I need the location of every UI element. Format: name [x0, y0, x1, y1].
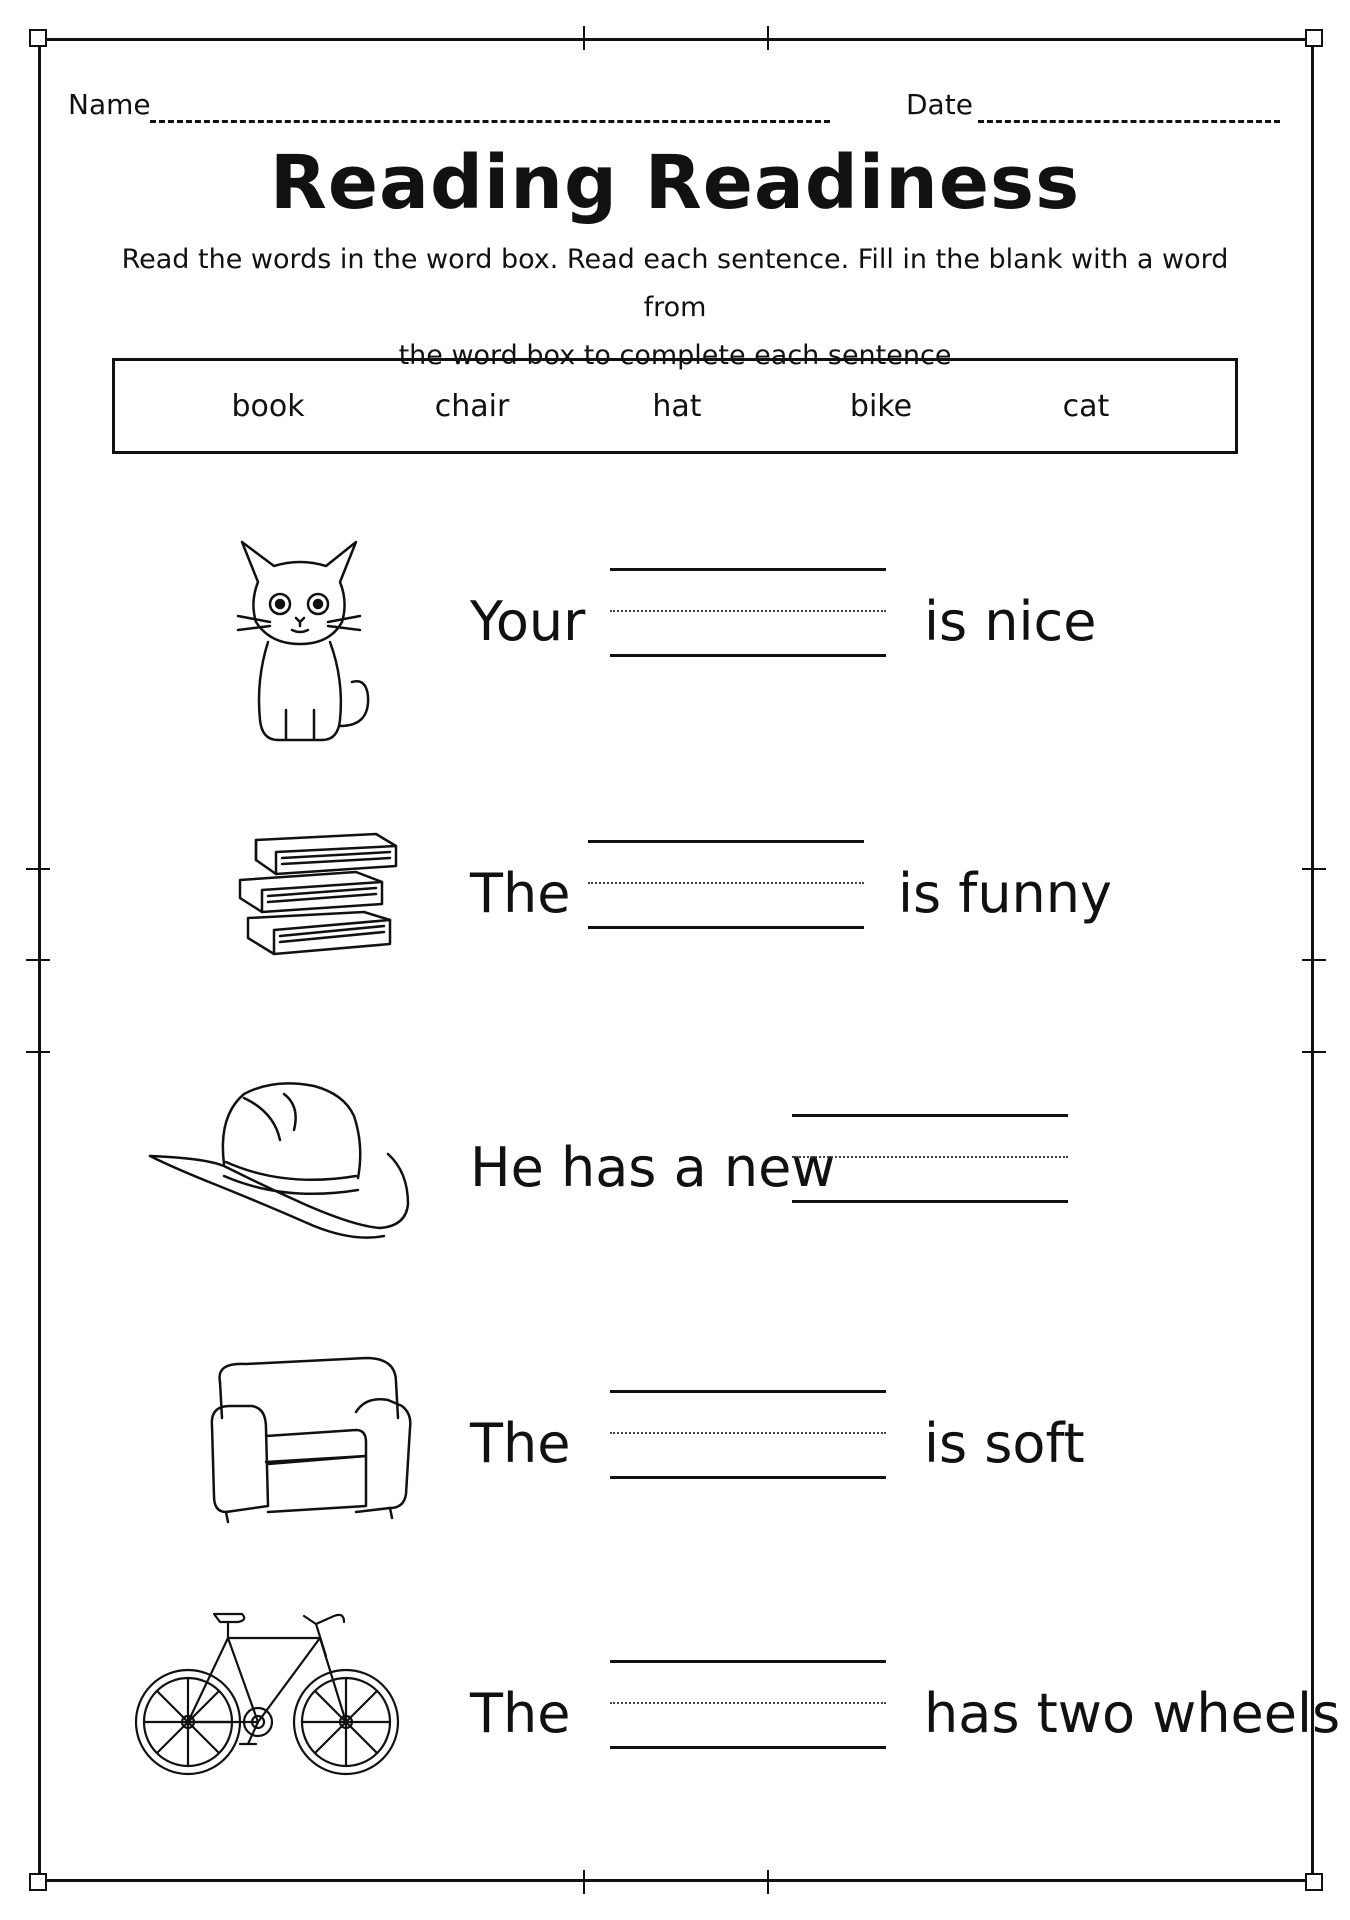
hat-icon — [144, 1076, 414, 1246]
border-tick — [583, 26, 585, 50]
date-label: Date — [906, 88, 973, 121]
exercise-row — [0, 1070, 1350, 1290]
word-box-item: bike — [849, 389, 913, 424]
sentence-suffix: is funny — [898, 862, 1112, 925]
border-tick — [767, 26, 769, 50]
sentence-prefix: He has a new — [470, 1136, 836, 1199]
exercise-row — [0, 520, 1350, 740]
instructions-line-1: Read the words in the word box. Read each sentence. Fill in the blank with a word from — [121, 244, 1229, 323]
sentence-prefix: Your — [470, 590, 586, 653]
date-field[interactable] — [978, 120, 1280, 123]
border-tick — [583, 1870, 585, 1894]
word-box-item: book — [231, 389, 305, 424]
answer-blank[interactable] — [610, 1390, 886, 1480]
exercise-row — [0, 1620, 1350, 1840]
sentence-suffix: is nice — [924, 590, 1097, 653]
border-tick — [767, 1870, 769, 1894]
bicycle-icon — [130, 1594, 404, 1784]
page-title: Reading Readiness — [269, 140, 1081, 226]
name-field[interactable] — [150, 120, 830, 123]
word-box-item: hat — [652, 389, 702, 424]
word-box — [112, 358, 1238, 454]
name-label: Name — [68, 88, 151, 121]
answer-blank[interactable] — [588, 840, 864, 930]
corner-mark-top-left — [29, 29, 47, 47]
sentence-suffix: is soft — [924, 1412, 1085, 1475]
answer-blank[interactable] — [610, 568, 886, 658]
answer-blank[interactable] — [792, 1114, 1068, 1204]
corner-mark-bottom-left — [29, 1873, 47, 1891]
sentence-prefix: The — [470, 862, 571, 925]
cat-icon — [220, 530, 380, 750]
header-row — [68, 88, 1280, 124]
border-tick — [1302, 1051, 1326, 1053]
sentence-suffix: has two wheels — [924, 1682, 1341, 1745]
answer-blank[interactable] — [610, 1660, 886, 1750]
sentence-prefix: The — [470, 1682, 571, 1745]
exercise-row — [0, 1350, 1350, 1570]
instructions-line-2: the word box to complete each sentence — [398, 340, 952, 371]
sentence-prefix: The — [470, 1412, 571, 1475]
exercise-row — [0, 800, 1350, 1020]
corner-mark-bottom-right — [1305, 1873, 1323, 1891]
word-box-item: chair — [434, 389, 510, 424]
books-icon — [226, 820, 406, 970]
word-box-item: cat — [1062, 389, 1110, 424]
corner-mark-top-right — [1305, 29, 1323, 47]
armchair-icon — [206, 1356, 416, 1526]
border-tick — [26, 1051, 50, 1053]
